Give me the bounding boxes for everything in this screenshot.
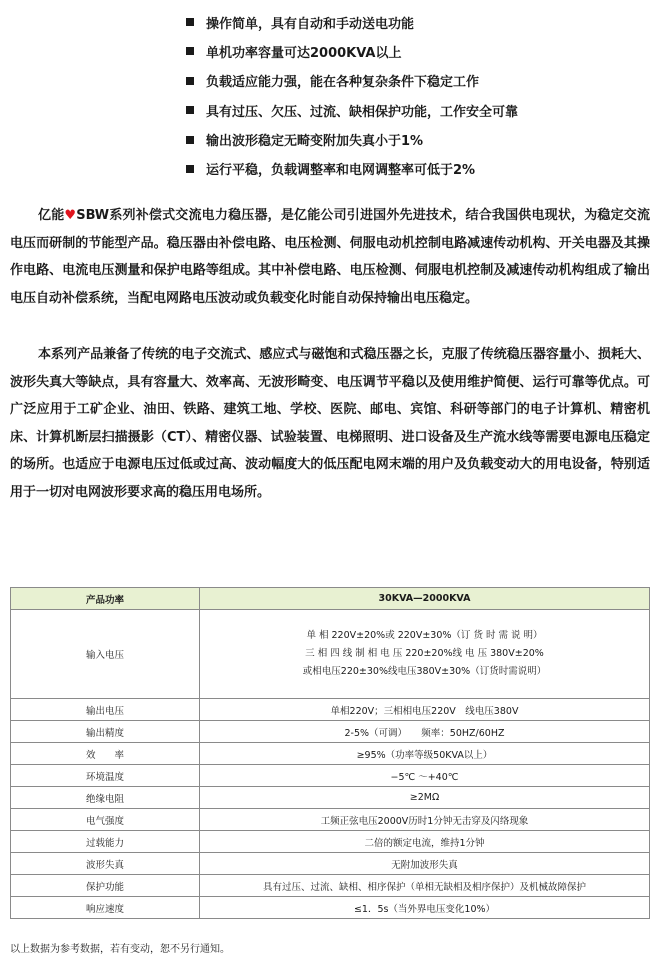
spec-key: 波形失真 xyxy=(11,853,200,875)
feature-text: 单机功率容量可达2000KVA以上 xyxy=(206,45,402,61)
feature-item xyxy=(186,71,518,91)
square-bullet-icon xyxy=(186,106,194,114)
table-row xyxy=(11,853,650,875)
spec-key: 响应速度 xyxy=(11,897,200,919)
feature-item xyxy=(186,12,518,32)
table-row xyxy=(11,610,650,699)
spec-value: ≤1．5s（当外界电压变化10%） xyxy=(200,897,650,919)
feature-text: 具有过压、欠压、过流、缺相保护功能，工作安全可靠 xyxy=(206,104,519,120)
table-row xyxy=(11,809,650,831)
spec-table xyxy=(10,587,650,919)
square-bullet-icon xyxy=(186,18,194,26)
table-row xyxy=(11,897,650,919)
spec-key: 保护功能 xyxy=(11,875,200,897)
spec-key: 环境温度 xyxy=(11,765,200,787)
spec-key: 输出精度 xyxy=(11,721,200,743)
disclaimer-note: 以上数据为参考数据，若有变动，恕不另行通知。 xyxy=(10,944,230,955)
input-voltage-line: 单 相 220V±20%或 220V±30%（订 货 时 需 说 明） xyxy=(306,630,543,641)
spec-value: 工频正弦电压2000V历时1分钟无击穿及闪络现象 xyxy=(200,809,650,831)
feature-text: 操作简单，具有自动和手动送电功能 xyxy=(206,16,415,32)
table-row xyxy=(11,831,650,853)
spec-value: ≥2MΩ xyxy=(200,787,650,809)
table-header-value: 30KVA—2000KVA xyxy=(200,588,650,610)
table-header-key: 产品功率 xyxy=(11,588,200,610)
table-row xyxy=(11,765,650,787)
spec-key: 效 率 xyxy=(11,743,200,765)
table-row xyxy=(11,699,650,721)
intro-paragraph xyxy=(10,202,650,312)
brand-name: 亿能 xyxy=(38,208,65,223)
table-row xyxy=(11,743,650,765)
table-row xyxy=(11,787,650,809)
spec-value: 无附加波形失真 xyxy=(200,853,650,875)
feature-text: 输出波形稳定无畸变附加失真小于1% xyxy=(206,134,424,150)
spec-value: 具有过压、过流、缺相、相序保护（单相无缺相及相序保护）及机械故障保护 xyxy=(200,875,650,897)
input-voltage-line: 三 相 四 线 制 相 电 压 220±20%线 电 压 380V±20% xyxy=(305,648,544,659)
square-bullet-icon xyxy=(186,136,194,144)
spec-value: −5℃ ～+40℃ xyxy=(200,765,650,787)
spec-key: 输入电压 xyxy=(11,610,200,699)
spec-key: 过载能力 xyxy=(11,831,200,853)
feature-item xyxy=(186,130,518,150)
spec-value xyxy=(200,610,650,699)
feature-item xyxy=(186,41,518,61)
table-row xyxy=(11,721,650,743)
table-header-row xyxy=(11,588,650,610)
spec-key: 绝缘电阻 xyxy=(11,787,200,809)
input-voltage-line: 或相电压220±30%线电压380V±30%（订货时需说明） xyxy=(302,666,547,677)
square-bullet-icon xyxy=(186,77,194,85)
feature-text: 运行平稳，负载调整率和电网调整率可低于2% xyxy=(206,163,476,179)
advantages-paragraph: 本系列产品兼备了传统的电子交流式、感应式与磁饱和式稳压器之长，克服了传统稳压器容量小、损耗大、波形失真大等缺点，具有容量大、效率高、无波形畸变、电压调节平稳以及使用维护简便、运行可靠等优点。可广泛应用于工矿企业、油田、铁路、建筑工地、学校、医院、邮电、宾馆、科研等部门的电子计算机、精密机床、计算机断层扫描摄影（CT）、精密仪器、试验装置、电梯照明、进口设备及生产流水线等需要电源电压稳定的场所。也适应于电源电压过低或过高、波动幅度大的低压配电网末端的用户及负载变动大的用电设备，特别适用于一切对电网波形要求高的稳压用电场所。 xyxy=(10,347,650,500)
spec-value: 单相220V；三相相电压220V 线电压380V xyxy=(200,699,650,721)
spec-value: ≥95%（功率等级50KVA以上） xyxy=(200,743,650,765)
spec-key: 输出电压 xyxy=(11,699,200,721)
spec-key: 电气强度 xyxy=(11,809,200,831)
feature-item xyxy=(186,100,518,120)
feature-text: 负载适应能力强，能在各种复杂条件下稳定工作 xyxy=(206,75,480,91)
feature-item xyxy=(186,159,518,179)
square-bullet-icon xyxy=(186,47,194,55)
heart-icon: ♥ xyxy=(64,208,77,223)
spec-value: 二倍的额定电流，维持1分钟 xyxy=(200,831,650,853)
spec-value: 2-5%（可调） 频率：50HZ/60HZ xyxy=(200,721,650,743)
intro-paragraph-text: SBW系列补偿式交流电力稳压器，是亿能公司引进国外先进技术，结合我国供电现状，为稳定交流电压而研制的节能型产品。稳压器由补偿电路、电压检测、伺服电动机控制电路减速传动机构、开关电器及其操作电路、电流电压测量和保护电路等组成。其中补偿电路、电压检测、伺服电机控制及减速传动机构组成了输出电压自动补偿系统，当配电网路电压波动或负载变化时能自动保持输出电压稳定。 xyxy=(10,208,650,306)
feature-list xyxy=(186,12,518,188)
square-bullet-icon xyxy=(186,165,194,173)
table-row xyxy=(11,875,650,897)
